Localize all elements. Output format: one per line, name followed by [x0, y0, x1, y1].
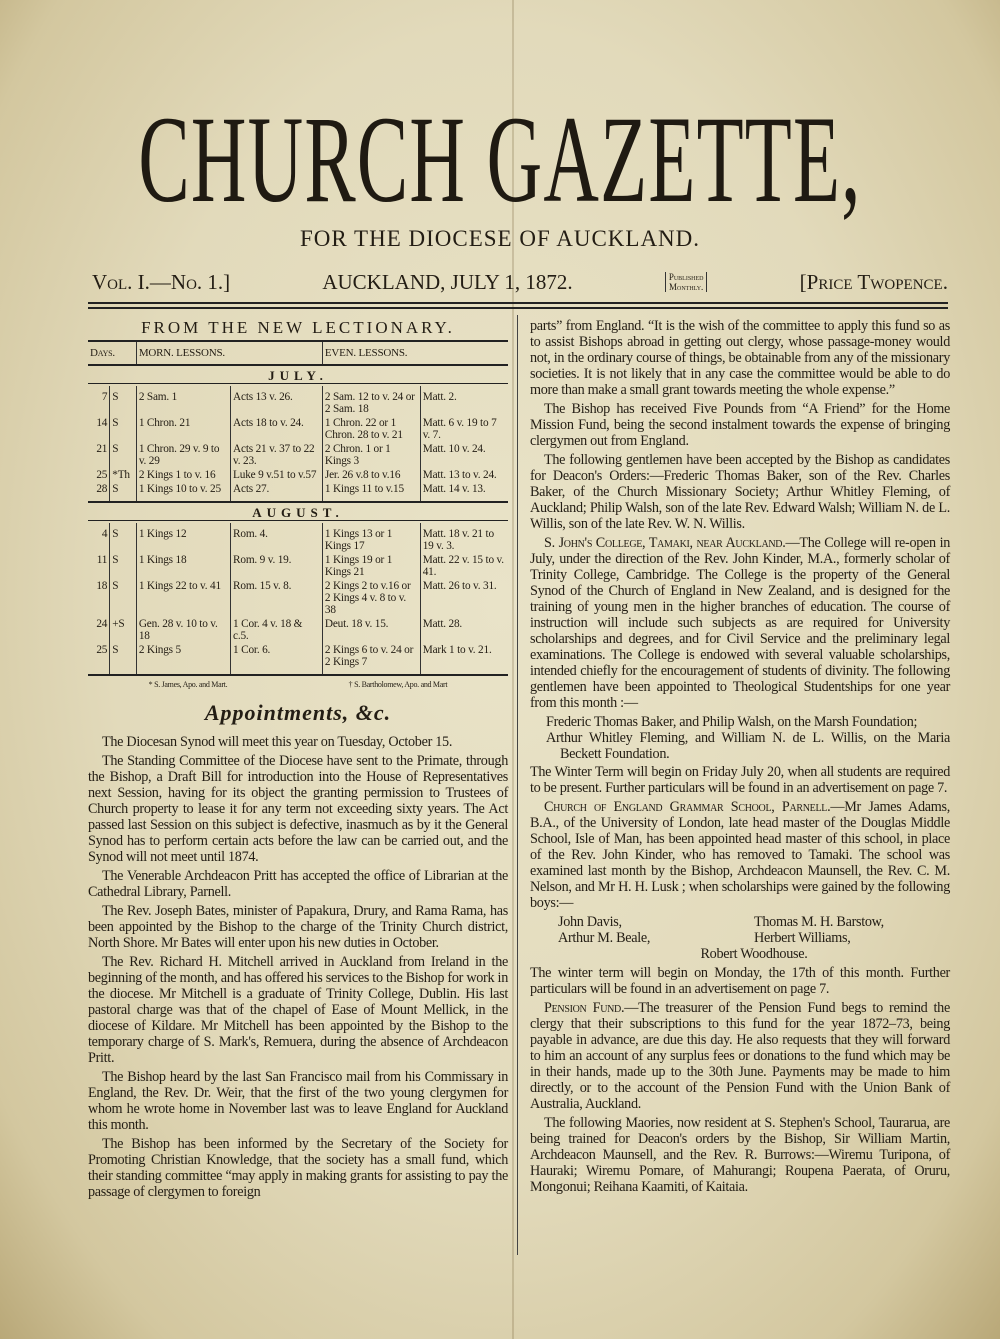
- table-cell: 11: [96, 554, 108, 566]
- table-cell: 21: [96, 443, 108, 455]
- table-cell: Matt. 22 v. 15 to v. 41.: [420, 553, 508, 579]
- table-cell: Acts 18 to v. 24.: [231, 416, 323, 442]
- table-cell: 1 Kings 19 or 1 Kings 21: [322, 553, 420, 579]
- table-row: [88, 482, 508, 502]
- table-cell: Rom. 4.: [231, 523, 323, 553]
- article-paragraph: The following gentlemen have been accepted by the Bishop as candidates for Deacon's Orders:—Frederic Thomas Baker, son of the Rev. Charles Baker, of the Church Missionary Society; Arthur Whitley Fleming, of Auckland; Philip Walsh, son of the late Rev. Edward Walsh; William N. de L. Willis, son of the late Rev. W. N. Willis.: [530, 452, 950, 532]
- table-cell: 2 Sam. 1: [136, 386, 230, 416]
- article-text: —Mr James Adams, B.A., of the University of London, late head master of the Douglas Middle School, Isle of Man, has been appointed head master of this school, in place of the Rev. John Kinder, who has removed to Tamaki. The school was examined last month by the Bishop, Archdeacon Maunsell, the Rev. C. M. Nelson, and Mr H. H. Lusk ; when scholarships were gained by the following boys:—: [530, 799, 950, 911]
- dateline: AUCKLAND, JULY 1, 1872.: [322, 270, 573, 294]
- month-row: [88, 365, 508, 386]
- table-cell: 2 Kings 1 to v. 16: [136, 468, 230, 482]
- month-label: AUGUST.: [88, 505, 508, 521]
- table-cell: 1 Kings 18: [136, 553, 230, 579]
- table-cell: 2 Chron. 1 or 1 Kings 3: [322, 442, 420, 468]
- table-cell: 28: [88, 482, 110, 502]
- lectionary-footnotes: [88, 680, 508, 690]
- article-paragraph: The Rev. Joseph Bates, minister of Papakura, Drury, and Rama Rama, has been appointed by the Bishop to the charge of the Trinity Church district, North Shore. Mr Bates will enter upon his new duties in October.: [88, 903, 508, 951]
- article-paragraph: [530, 535, 950, 711]
- boy-name: Herbert Williams,: [754, 930, 851, 946]
- table-cell: Jer. 26 v.8 to v.16: [322, 468, 420, 482]
- table-cell: 1 Kings 11 to v.15: [322, 482, 420, 502]
- lectionary-title: FROM THE NEW LECTIONARY.: [141, 318, 455, 337]
- table-cell: Matt. 28.: [420, 617, 508, 643]
- lectionary-grid: [88, 340, 508, 676]
- header-days: Days.: [88, 341, 136, 365]
- table-cell: +S: [110, 617, 137, 643]
- table-cell: 1 Chron. 21: [136, 416, 230, 442]
- article-text: —The treasurer of the Pension Fund begs to remind the clergy that their subscriptions to this fund for the year 1872–73, being payable in advance, are due this day. He also requests that they will forward to him an account of any surplus fees or donations to the fund which may be in their hands, made up to the 30th June. Payments may be made to him directly, or to the account of the Pension Fund with the Union Bank of Australia, Auckland.: [530, 1000, 950, 1112]
- table-row: [88, 442, 508, 468]
- masthead-title: CHURCH GAZETTE,: [138, 91, 862, 228]
- table-cell: S: [110, 386, 137, 416]
- table-cell: 4: [101, 528, 108, 540]
- table-cell: S: [110, 442, 137, 468]
- table-cell: 2 Kings 6 to v. 24 or 2 Kings 7: [322, 643, 420, 675]
- publication-frequency: [665, 272, 708, 292]
- studentship-item: Frederic Thomas Baker, and Philip Walsh, on the Marsh Foundation;: [546, 714, 918, 730]
- article-paragraph: The Venerable Archdeacon Pritt has accepted the office of Librarian at the Cathedral Library, Parnell.: [88, 868, 508, 900]
- published-label: Published: [668, 272, 704, 282]
- article-paragraph: [530, 1000, 950, 1112]
- table-cell: Mark 1 to v. 21.: [420, 643, 508, 675]
- table-cell: Matt. 2.: [420, 386, 508, 416]
- volume-number: Vol. I.—No. 1.]: [92, 270, 231, 294]
- header-morning: MORN. LESSONS.: [136, 341, 322, 365]
- appointments-heading: Appointments, &c.: [204, 700, 392, 725]
- table-cell: 25: [88, 643, 110, 675]
- table-cell: 1 Chron. 22 or 1 Chron. 28 to v. 21: [322, 416, 420, 442]
- table-cell: *Th: [110, 468, 137, 482]
- table-cell: 18: [96, 580, 108, 592]
- table-cell: Luke 9 v.51 to v.57: [231, 468, 323, 482]
- table-header: [88, 341, 508, 365]
- article-paragraph: The winter term will begin on Monday, the 17th of this month. Further particulars will be found in an advertisement on page 7.: [530, 965, 950, 997]
- right-column: [530, 318, 950, 1198]
- article-paragraph: The Standing Committee of the Diocese have sent to the Primate, through the Bishop, a Draft Bill for introduction into the House of Representatives next Session, having for its object the granting permission to Trustees of Church property to lease it for any term not exceeding sixty years. The Act passed last Session on this subject is defective, inasmuch as by it the General Synod has to perform certain acts before the law can be carried out, and the Synod will not meet until 1874.: [88, 753, 508, 865]
- month-label: JULY.: [88, 368, 508, 384]
- table-cell: S: [110, 579, 137, 617]
- table-cell: S: [110, 416, 137, 442]
- issue-info-line: [92, 270, 948, 294]
- table-row: [88, 416, 508, 442]
- header-evening: EVEN. LESSONS.: [322, 341, 508, 365]
- article-paragraph: The Bishop heard by the last San Francisco mail from his Commissary in England, the Rev. Dr. Weir, that the first of the two young clergymen for whom he wrote home in November last was to leave England for Auckland this month.: [88, 1069, 508, 1133]
- table-cell: Acts 21 v. 37 to 22 v. 23.: [231, 442, 323, 468]
- article-lead: S. John's College, Tamaki, near Auckland.: [544, 535, 786, 551]
- table-cell: 2 Sam. 12 to v. 24 or 2 Sam. 18: [322, 386, 420, 416]
- table-row: [88, 579, 508, 617]
- boy-name: Arthur M. Beale,: [558, 930, 651, 946]
- table-cell: Deut. 18 v. 15.: [322, 617, 420, 643]
- table-cell: Acts 13 v. 26.: [231, 386, 323, 416]
- table-cell: 1 Cor. 4 v. 18 & c.5.: [231, 617, 323, 643]
- scholarship-boys: [530, 914, 950, 962]
- price: [Price Twopence.: [799, 270, 948, 294]
- table-cell: Gen. 28 v. 10 to v. 18: [136, 617, 230, 643]
- table-cell: 2 Kings 2 to v.16 or 2 Kings 4 v. 8 to v. 38: [322, 579, 420, 617]
- table-row: [88, 386, 508, 416]
- table-cell: 1 Chron. 29 v. 9 to v. 29: [136, 442, 230, 468]
- article-paragraph: parts” from England. “It is the wish of the committee to apply this fund so as to assist Bishops abroad in getting out clergy, whose passage-money would not, in the ordinary course of things, be obtainable from any of the missionary societies. It is not likely that in any case the committee would be able to do more than make a small grant towards meeting the whole expense.”: [530, 318, 950, 398]
- article-text: —The College will re-open in July, under the direction of the Rev. John Kinder, M.A., formerly scholar of Trinity College, Cambridge. The College is the property of the General Synod of the Church of England in New Zealand, and is designed for the training of young men in the higher branches of education. The course of instruction will include such subjects as are required for University scholarships and degrees, and for Civil Service and the preliminary legal examinations. The College is endowed with several valuable scholarships, intended chiefly for the encouragement of students of divinity. The following gentlemen have been appointed to Theological Studentships for one year from this month :—: [530, 535, 951, 711]
- left-column: [88, 318, 508, 1203]
- table-cell: Matt. 6 v. 19 to 7 v. 7.: [420, 416, 508, 442]
- table-row: [88, 468, 508, 482]
- table-cell: 1 Kings 12: [136, 523, 230, 553]
- table-row: [88, 643, 508, 675]
- boy-name: John Davis,: [558, 914, 622, 930]
- table-cell: 2 Kings 5: [136, 643, 230, 675]
- article-lead: Pension Fund.: [544, 1000, 625, 1016]
- masthead-subtitle: FOR THE DIOCESE OF AUCKLAND.: [299, 226, 701, 251]
- table-cell: 1 Cor. 6.: [231, 643, 323, 675]
- table-cell: S: [110, 482, 137, 502]
- table-cell: Matt. 10 v. 24.: [420, 442, 508, 468]
- table-cell: 1 Kings 13 or 1 Kings 17: [322, 523, 420, 553]
- article-paragraph: The Winter Term will begin on Friday July 20, when all students are required to be present. Further particulars will be found in an advertisement on page 7.: [530, 764, 950, 796]
- table-cell: S: [110, 523, 137, 553]
- table-cell: Rom. 9 v. 19.: [231, 553, 323, 579]
- article-paragraph: The following Maories, now resident at S. Stephen's School, Taurarua, are being trained for Deacon's orders by the Bishop, Sir William Martin, Archdeacon Maunsell, and the Rev. R. Burrows:—Wiremu Turipona, of Hauraki; Wiremu Pomare, of Mahurangi; Roupena Paerata, of Oruru, Mongonui; Reihana Kaamiti, of Kaitaia.: [530, 1115, 950, 1195]
- table-cell: S: [110, 643, 137, 675]
- footnote: † S. Bartholomew, Apo. and Mart: [348, 680, 448, 689]
- article-paragraph: The Diocesan Synod will meet this year on Tuesday, October 15.: [102, 734, 453, 750]
- article-paragraph: The Bishop has received Five Pounds from “A Friend” for the Home Mission Fund, being the second instalment towards the expense of bringing clergymen out from England.: [530, 401, 950, 449]
- column-rule: [517, 315, 518, 1255]
- boy-name: Thomas M. H. Barstow,: [754, 914, 884, 930]
- table-cell: 14: [96, 417, 108, 429]
- left-articles: [88, 734, 508, 1200]
- table-cell: 1 Kings 10 to v. 25: [136, 482, 230, 502]
- table-cell: Rom. 15 v. 8.: [231, 579, 323, 617]
- boy-name: Robert Woodhouse.: [700, 946, 808, 962]
- lectionary-table: [88, 340, 508, 676]
- footnote: * S. James, Apo. and Mart.: [148, 680, 228, 689]
- table-row: [88, 553, 508, 579]
- table-row: [88, 617, 508, 643]
- studentship-item: Arthur Whitley Fleming, and William N. de L. Willis, on the Maria Beckett Foundation.: [546, 730, 950, 762]
- table-cell: Matt. 18 v. 21 to 19 v. 3.: [420, 523, 508, 553]
- article-paragraph: The Rev. Richard H. Mitchell arrived in Auckland from Ireland in the beginning of the month, and has offered his services to the Bishop for work in the diocese. Mr Mitchell is a graduate of Trinity College, Dublin. His last pastoral charge was that of the chapel of Ease of Mount Mellick, in the diocese of Kildare. Mr Mitchell has been appointed by the Bishop to the temporary charge of S. Mark's, Remuera, during the absence of Archdeacon Pritt.: [88, 954, 508, 1066]
- table-cell: 1 Kings 22 to v. 41: [136, 579, 230, 617]
- table-cell: Matt. 14 v. 13.: [420, 482, 508, 502]
- table-cell: 7: [101, 391, 108, 403]
- table-cell: S: [110, 553, 137, 579]
- article-paragraph: [530, 799, 950, 911]
- article-lead: Church of England Grammar School, Parnell.: [544, 799, 831, 815]
- table-cell: 25: [96, 469, 108, 481]
- table-cell: Acts 27.: [231, 482, 323, 502]
- table-cell: 24: [96, 618, 108, 630]
- article-paragraph: The Bishop has been informed by the Secretary of the Society for Promoting Christian Knowledge, that the society has a small fund, which their standing committee “may apply in making grants for assisting to pay the passage of clergymen to foreign: [88, 1136, 508, 1200]
- monthly-label: Monthly.: [668, 282, 704, 292]
- masthead: [0, 91, 1000, 228]
- month-row: [88, 502, 508, 523]
- table-cell: Matt. 26 to v. 31.: [420, 579, 508, 617]
- table-cell: Matt. 13 to v. 24.: [420, 468, 508, 482]
- table-row: [88, 523, 508, 553]
- header-double-rule: [88, 302, 948, 309]
